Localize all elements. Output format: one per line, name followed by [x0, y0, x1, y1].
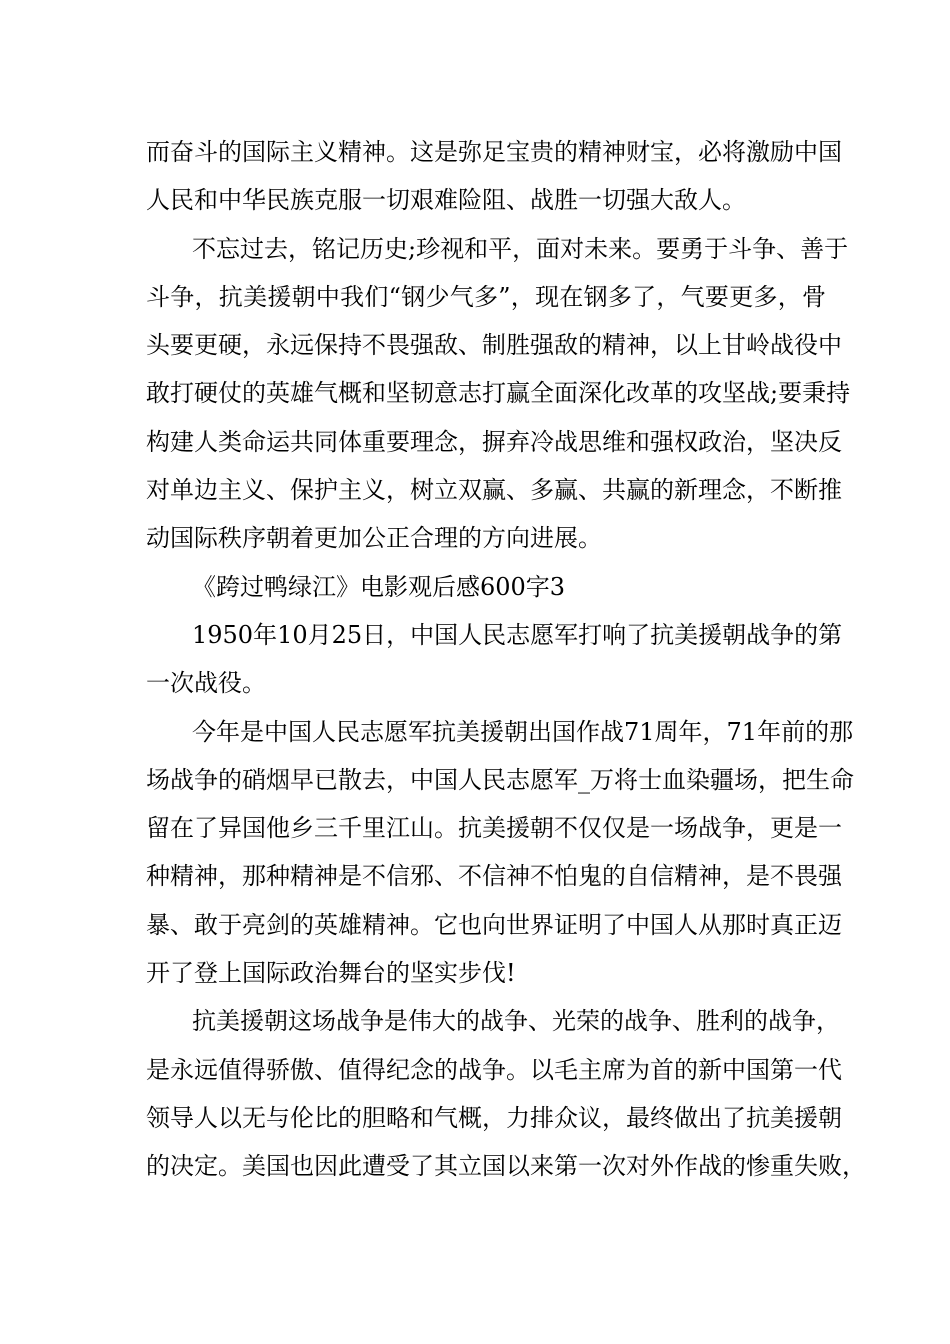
text-line: 头要更硬，永远保持不畏强敌、制胜强敌的精神，以上甘岭战役中 [146, 331, 842, 360]
text-line: 种精神，那种精神是不信邪、不信神不怕鬼的自信精神，是不畏强 [146, 862, 842, 891]
text-line: 抗美援朝这场战争是伟大的战争、光荣的战争、胜利的战争， [192, 1007, 840, 1036]
text-line: 斗争，抗美援朝中我们“钢少气多”，现在钢多了，气要更多，骨 [146, 282, 826, 311]
text-line: 今年是中国人民志愿军抗美援朝出国作战71周年，71年前的那 [192, 717, 854, 746]
text-line: 一次战役。 [146, 669, 266, 698]
text-line: 的决定。美国也因此遭受了其立国以来第一次对外作战的惨重失败， [146, 1152, 866, 1181]
text-line: 构建人类命运共同体重要理念，摒弃冷战思维和强权政治，坚决反 [146, 427, 842, 456]
text-line: 不忘过去，铭记历史;珍视和平，面对未来。要勇于斗争、善于 [192, 234, 849, 263]
section-heading: 《跨过鸭绿江》电影观后感600字3 [192, 572, 566, 601]
text-line: 动国际秩序朝着更加公正合理的方向进展。 [146, 524, 602, 553]
text-line: 留在了异国他乡三千里江山。抗美援朝不仅仅是一场战争，更是一 [146, 814, 842, 843]
text-line: 人民和中华民族克服一切艰难险阻、战胜一切强大敌人。 [146, 186, 746, 215]
document-body [146, 128, 866, 1191]
text-line: 敢打硬仗的英雄气概和坚韧意志打赢全面深化改革的攻坚战;要秉持 [146, 379, 851, 408]
text-line: 场战争的硝烟早已散去，中国人民志愿军_万将士血染疆场，把生命 [146, 765, 854, 794]
text-line: 是永远值得骄傲、值得纪念的战争。以毛主席为首的新中国第一代 [146, 1055, 842, 1084]
text-line: 领导人以无与伦比的胆略和气概，力排众议，最终做出了抗美援朝 [146, 1103, 842, 1132]
text-line: 而奋斗的国际主义精神。这是弥足宝贵的精神财宝，必将激励中国 [146, 138, 842, 166]
text-line: 1950年10月25日，中国人民志愿军打响了抗美援朝战争的第 [192, 620, 843, 649]
text-line: 对单边主义、保护主义，树立双赢、多赢、共赢的新理念，不断推 [146, 476, 842, 505]
text-line: 暴、敢于亮剑的英雄精神。它也向世界证明了中国人从那时真正迈 [146, 910, 842, 939]
text-line: 开了登上国际政治舞台的坚实步伐! [146, 959, 516, 988]
